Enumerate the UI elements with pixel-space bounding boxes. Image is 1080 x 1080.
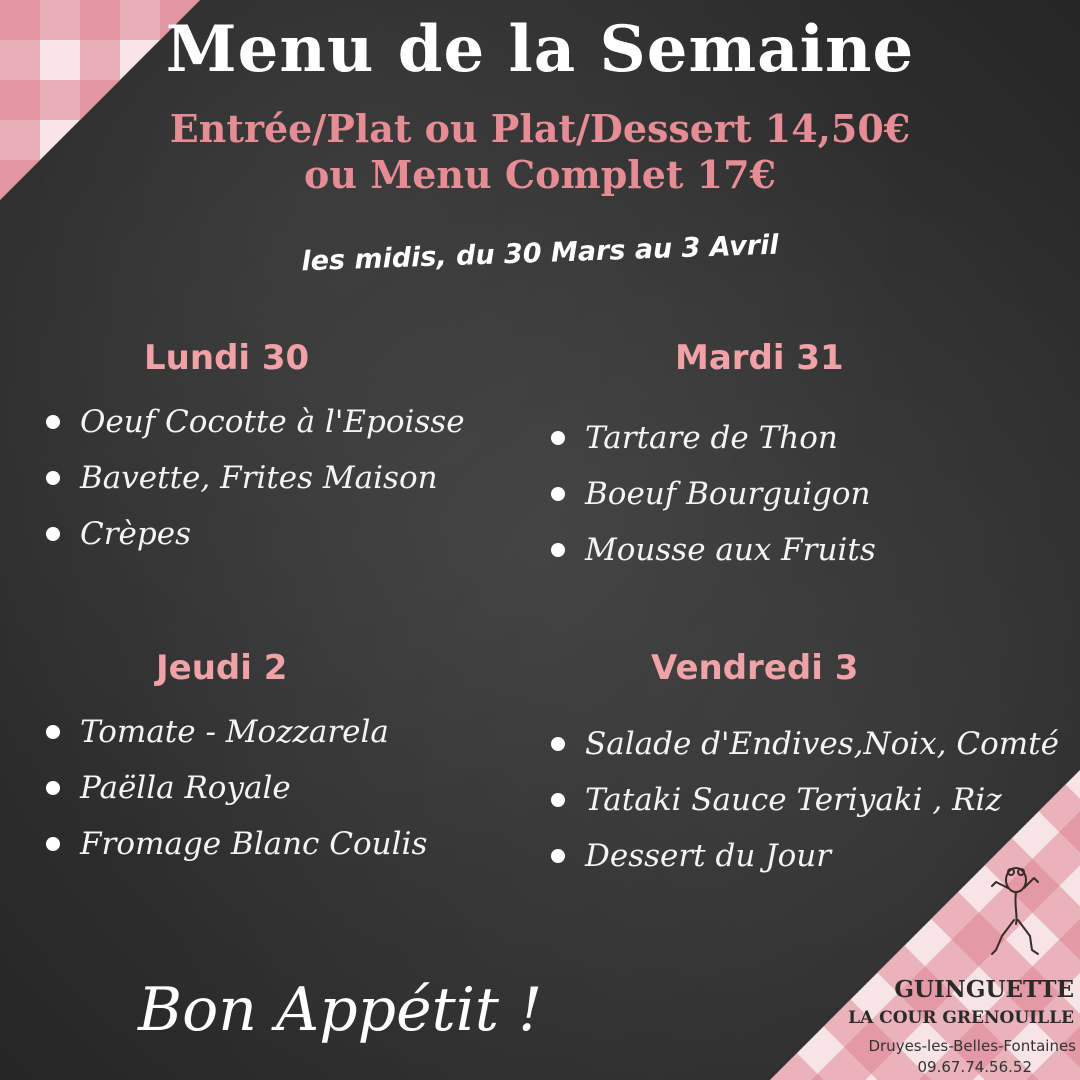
day-block-vendredi: [547, 648, 1067, 890]
dish-item: Bavette, Frites Maison: [42, 456, 482, 512]
day-name: Lundi 30: [144, 338, 310, 378]
dish-list: [42, 710, 482, 878]
dish-list: [547, 416, 987, 584]
dish-item: Tartare de Thon: [547, 416, 987, 472]
price-line-2: ou Menu Complet 17€: [303, 152, 776, 197]
bullet-icon: [551, 543, 565, 557]
brand-subtitle: LA COUR GRENOUILLE: [848, 1008, 1074, 1028]
dish-item: Crèpes: [42, 512, 482, 568]
dish-item: Dessert du Jour: [547, 834, 1067, 890]
day-name: Mardi 31: [675, 338, 844, 378]
dish-item: Mousse aux Fruits: [547, 528, 987, 584]
bullet-icon: [46, 415, 60, 429]
dish-item: Tataki Sauce Teriyaki , Riz: [547, 778, 1067, 834]
day-name: Jeudi 2: [156, 648, 288, 688]
bon-appetit-text: Bon Appétit !: [138, 975, 543, 1045]
bullet-icon: [551, 737, 565, 751]
dish-list: [42, 400, 482, 568]
dates-line: les midis, du 30 Mars au 3 Avril: [300, 229, 780, 278]
bullet-icon: [551, 431, 565, 445]
bullet-icon: [551, 487, 565, 501]
bullet-icon: [551, 849, 565, 863]
dish-item: Oeuf Cocotte à l'Epoisse: [42, 400, 482, 456]
bullet-icon: [46, 725, 60, 739]
bullet-icon: [46, 837, 60, 851]
brand-name: GUINGUETTE: [894, 976, 1074, 1003]
price-line-1: Entrée/Plat ou Plat/Dessert 14,50€: [169, 106, 911, 151]
frog-icon: [990, 858, 1040, 958]
dish-item: Salade d'Endives,Noix, Comté: [547, 722, 1067, 778]
dish-item: Paëlla Royale: [42, 766, 482, 822]
bullet-icon: [46, 781, 60, 795]
day-block-mardi: [547, 338, 987, 584]
bullet-icon: [46, 527, 60, 541]
location-text: Druyes-les-Belles-Fontaines: [868, 1037, 1076, 1055]
dish-item: Tomate - Mozzarela: [42, 710, 482, 766]
menu-title: Menu de la Semaine: [165, 12, 915, 87]
bullet-icon: [551, 793, 565, 807]
day-block-jeudi: [42, 648, 482, 878]
dish-list: [547, 722, 1067, 890]
phone-text: 09.67.74.56.52: [917, 1058, 1032, 1076]
day-name: Vendredi 3: [651, 648, 859, 688]
day-block-lundi: [42, 338, 482, 568]
bullet-icon: [46, 471, 60, 485]
dish-item: Boeuf Bourguigon: [547, 472, 987, 528]
dish-item: Fromage Blanc Coulis: [42, 822, 482, 878]
